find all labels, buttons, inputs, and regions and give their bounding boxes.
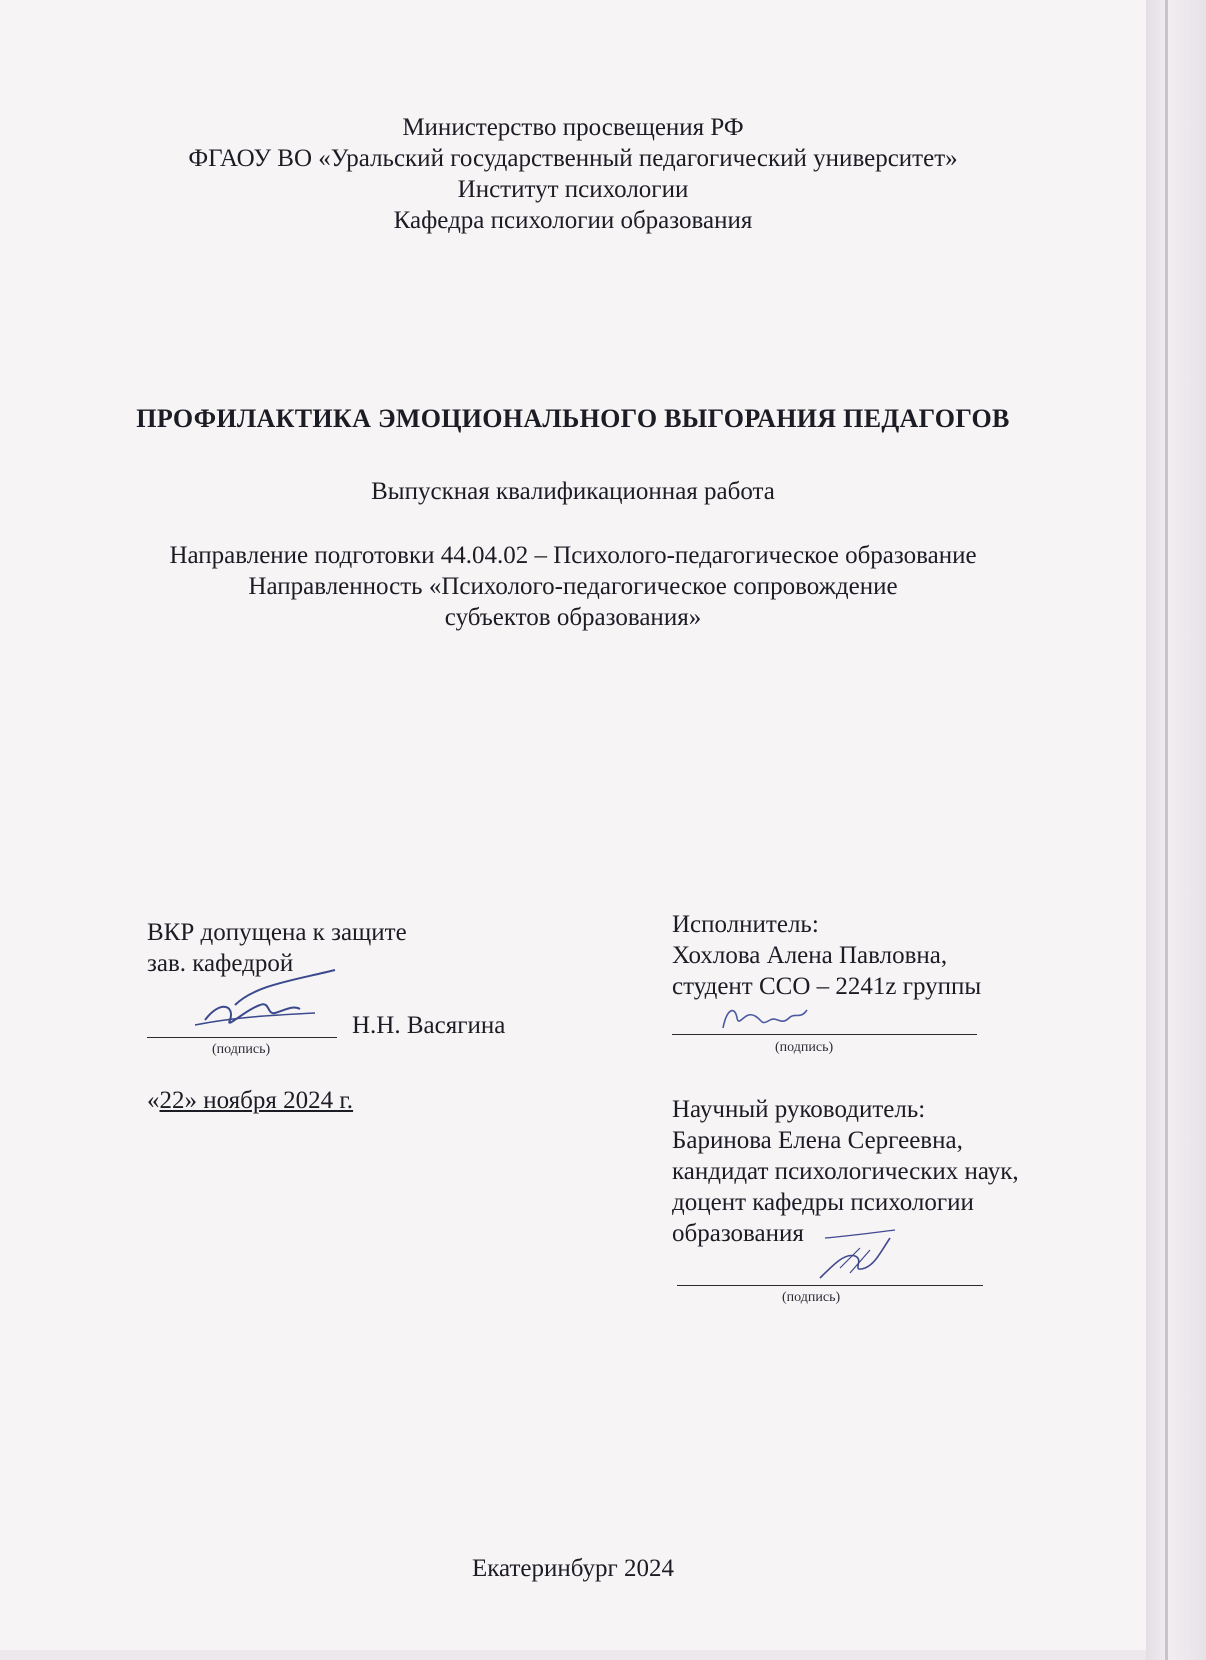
date-day: 22 <box>159 1087 185 1114</box>
advisor-name: Баринова Елена Сергеевна, <box>672 1127 963 1154</box>
institute-name: Институт психологии <box>457 176 689 203</box>
thesis-title: ПРОФИЛАКТИКА ЭМОЦИОНАЛЬНОГО ВЫГОРАНИЯ ПЕДАГОГОВ <box>136 404 1010 433</box>
advisor-position-1: доцент кафедры психологии <box>672 1189 974 1216</box>
advisor-signature-caption: (подпись) <box>782 1290 841 1305</box>
department-name: Кафедра психологии образования <box>393 207 753 234</box>
advisor-position-2: образования <box>672 1220 804 1247</box>
page-edge-line <box>1165 0 1168 1660</box>
admission-line-2: зав. кафедрой <box>147 950 294 977</box>
work-type: Выпускная квалификационная работа <box>371 478 775 505</box>
direction-line-1: Направление подготовки 44.04.02 – Психолого-педагогическое образование <box>169 542 977 569</box>
document-header <box>0 112 1146 236</box>
direction-line-3: субъектов образования» <box>444 604 702 631</box>
date-rest: » ноября 2024 г. <box>184 1087 354 1114</box>
ministry-name: Министерство просвещения РФ <box>402 114 744 141</box>
admission-line-1: ВКР допущена к защите <box>147 919 407 946</box>
executor-group: студент ССО – 2241z группы <box>672 973 982 1000</box>
executor-block <box>672 909 981 1002</box>
executor-signature-icon <box>715 998 815 1038</box>
head-signature-icon <box>175 965 345 1040</box>
executor-name: Хохлова Алена Павловна, <box>672 942 948 969</box>
advisor-block <box>672 1094 1019 1249</box>
advisor-signature-icon <box>810 1228 900 1288</box>
advisor-label: Научный руководитель: <box>672 1096 926 1123</box>
city-year: Екатеринбург 2024 <box>471 1555 675 1582</box>
executor-signature-caption: (подпись) <box>775 1040 834 1055</box>
study-direction <box>0 540 1146 633</box>
executor-label: Исполнитель: <box>672 911 819 938</box>
advisor-degree: кандидат психологических наук, <box>672 1158 1019 1185</box>
university-name: ФГАОУ ВО «Уральский государственный педагогический университет» <box>188 145 958 172</box>
head-name: Н.Н. Васягина <box>352 1012 506 1039</box>
direction-line-2: Направленность «Психолого-педагогическое сопровождение <box>248 573 898 600</box>
page-edge <box>1146 0 1206 1660</box>
head-signature-caption: (подпись) <box>212 1042 271 1057</box>
admission-date: «22» ноября 2024 г. <box>147 1087 354 1114</box>
